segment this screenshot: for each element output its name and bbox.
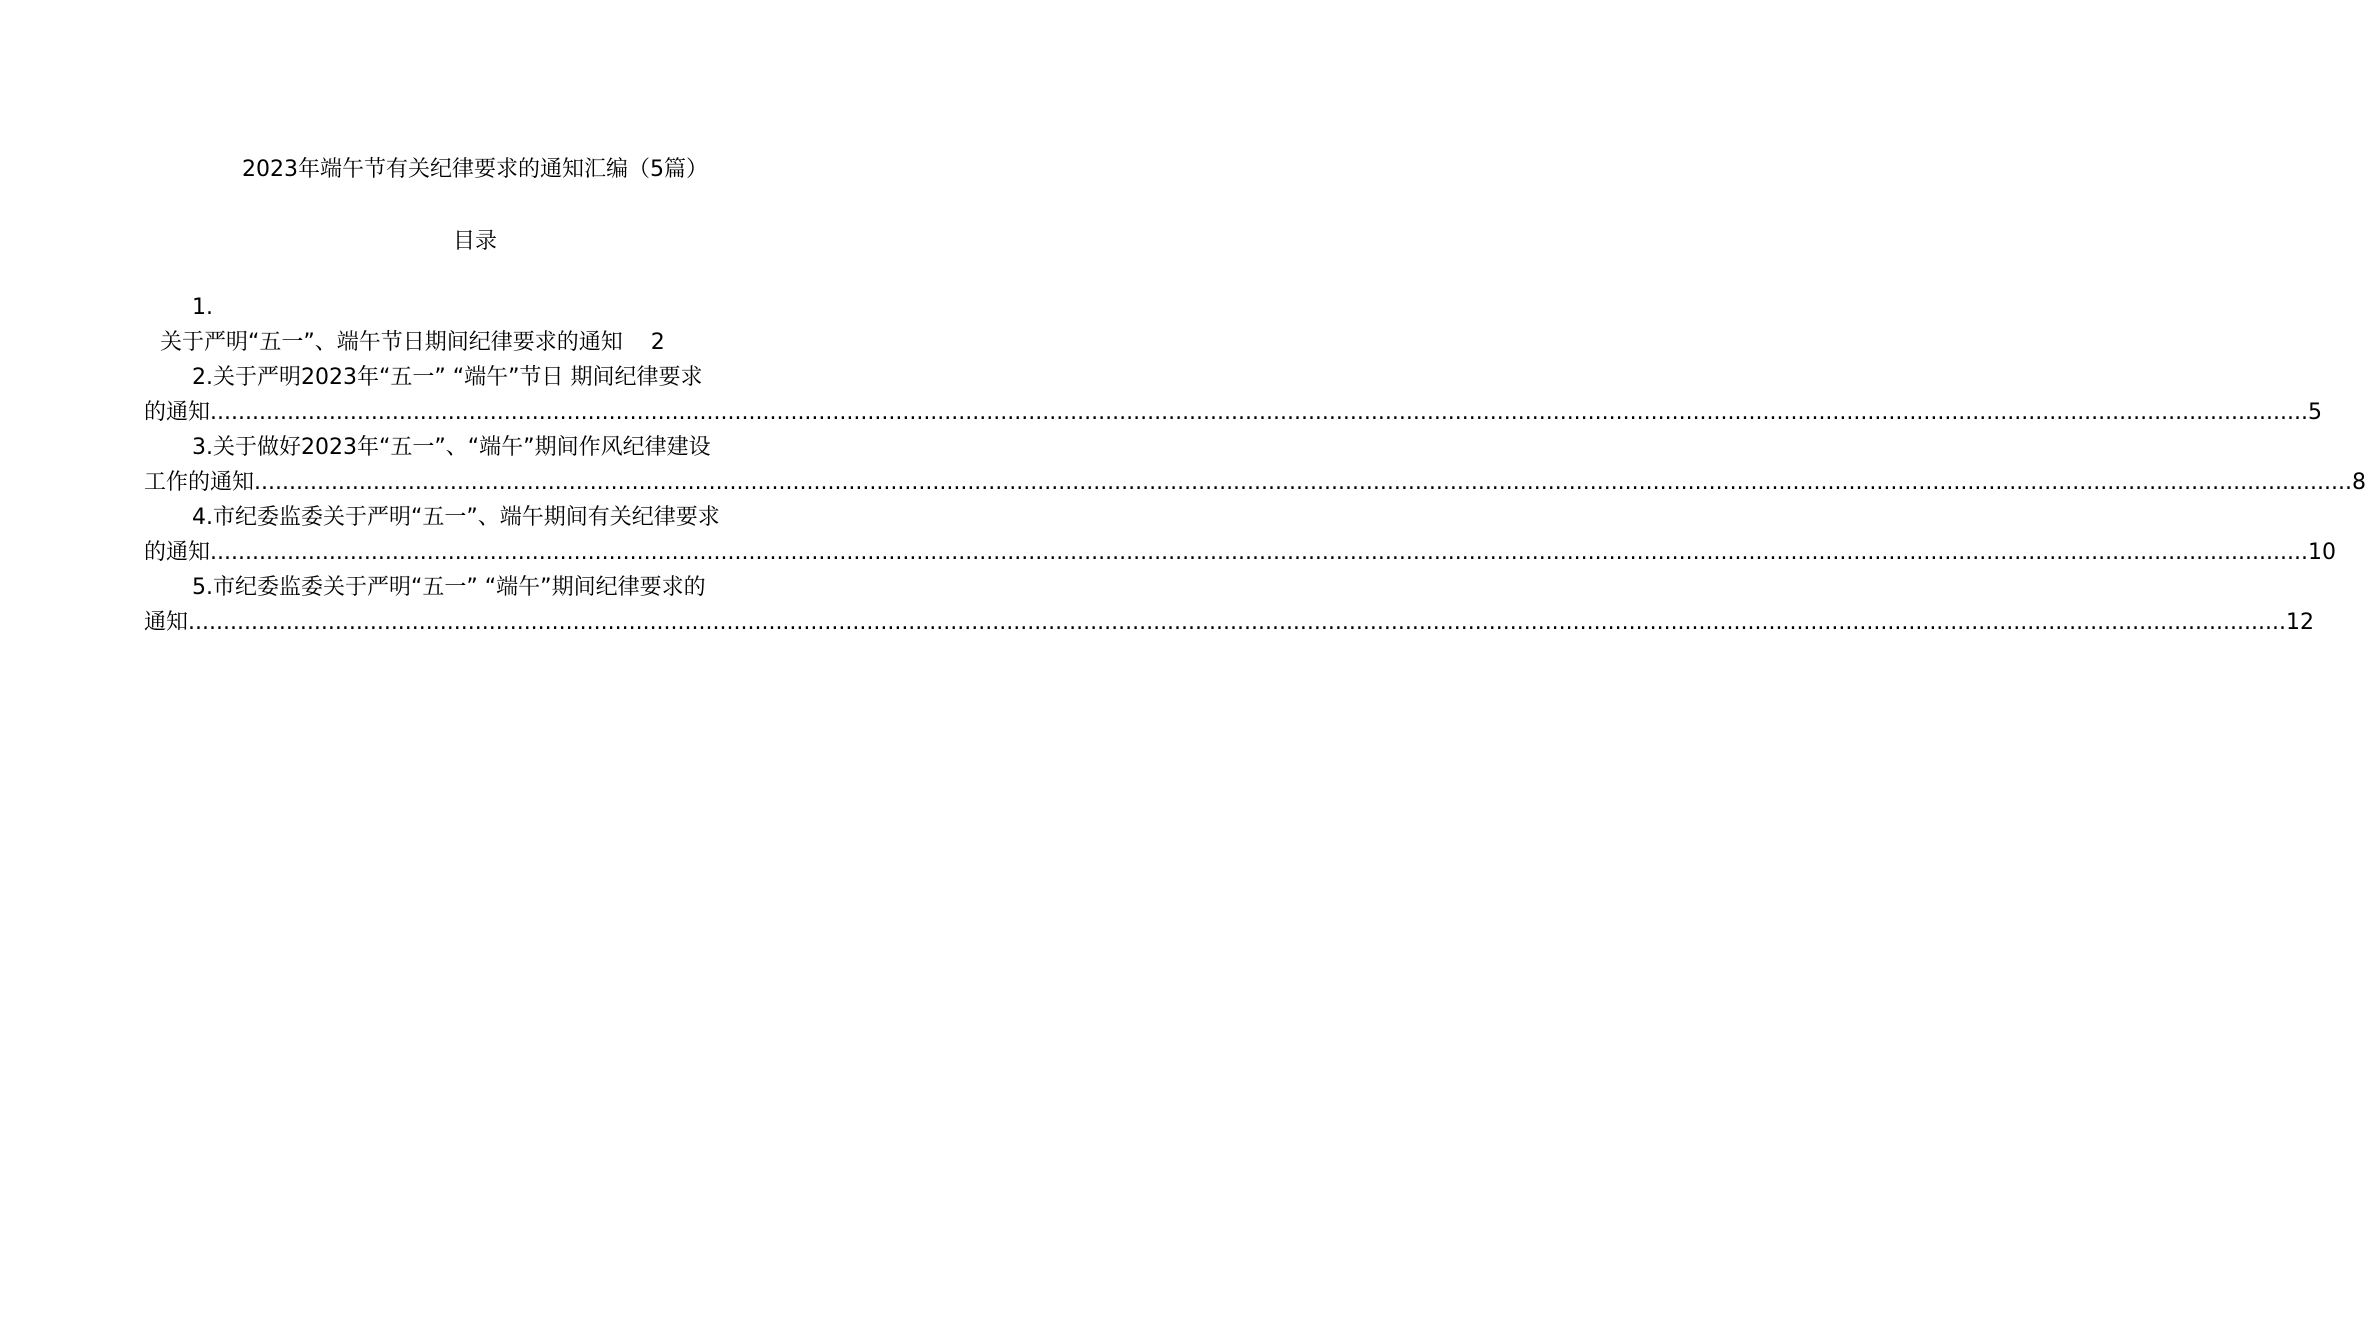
toc-item-5-text: 通知 — [144, 610, 189, 635]
table-of-contents — [144, 290, 2366, 640]
toc-item-5-page: 12 — [2285, 610, 2314, 635]
document-title: 2023年端午节有关纪律要求的通知汇编（5篇） — [242, 157, 708, 182]
toc-item-2-page: 5 — [2307, 400, 2322, 425]
toc-item-5-line1[interactable]: 5.市纪委监委关于严明“五一” “端午”期间纪律要求的 — [192, 575, 706, 600]
toc-item-4-line2[interactable] — [144, 535, 2336, 570]
toc-heading: 目录 — [452, 229, 497, 254]
toc-item-4-page: 10 — [2307, 540, 2336, 565]
toc-item-2-line1[interactable]: 2.关于严明2023年“五一” “端午”节日 期间纪律要求 — [192, 365, 703, 390]
toc-item-3-text: 工作的通知 — [144, 470, 255, 495]
toc-item-4-text: 的通知 — [144, 540, 211, 565]
toc-item-3-page: 8 — [2351, 470, 2366, 495]
toc-item-5-line2[interactable] — [144, 605, 2314, 640]
toc-item-3-line1[interactable]: 3.关于做好2023年“五一”、“端午”期间作风纪律建设 — [192, 435, 711, 460]
toc-item-2-line2[interactable] — [144, 395, 2322, 430]
toc-item-2-leader-dots: ............................................................................................................................................................................................................................................................................................................ — [210, 400, 2308, 425]
toc-item-1-text: 关于严明“五一”、端午节日期间纪律要求的通知 — [160, 330, 623, 355]
toc-item-3-line2[interactable] — [144, 465, 2366, 500]
toc-item-5-leader-dots: ............................................................................................................................................................................................................................................................................................................ — [188, 610, 2286, 635]
toc-item-1-number[interactable]: 1. — [192, 295, 213, 320]
toc-item-4-line1[interactable]: 4.市纪委监委关于严明“五一”、端午期间有关纪律要求 — [192, 505, 720, 530]
toc-item-1[interactable] — [144, 325, 806, 360]
toc-item-2-text: 的通知 — [144, 400, 211, 425]
toc-item-4-leader-dots: ............................................................................................................................................................................................................................................................................................................ — [210, 540, 2308, 565]
toc-item-3-leader-dots: ............................................................................................................................................................................................................................................................................................................ — [254, 470, 2352, 495]
toc-item-1-page: 2 — [650, 330, 665, 355]
